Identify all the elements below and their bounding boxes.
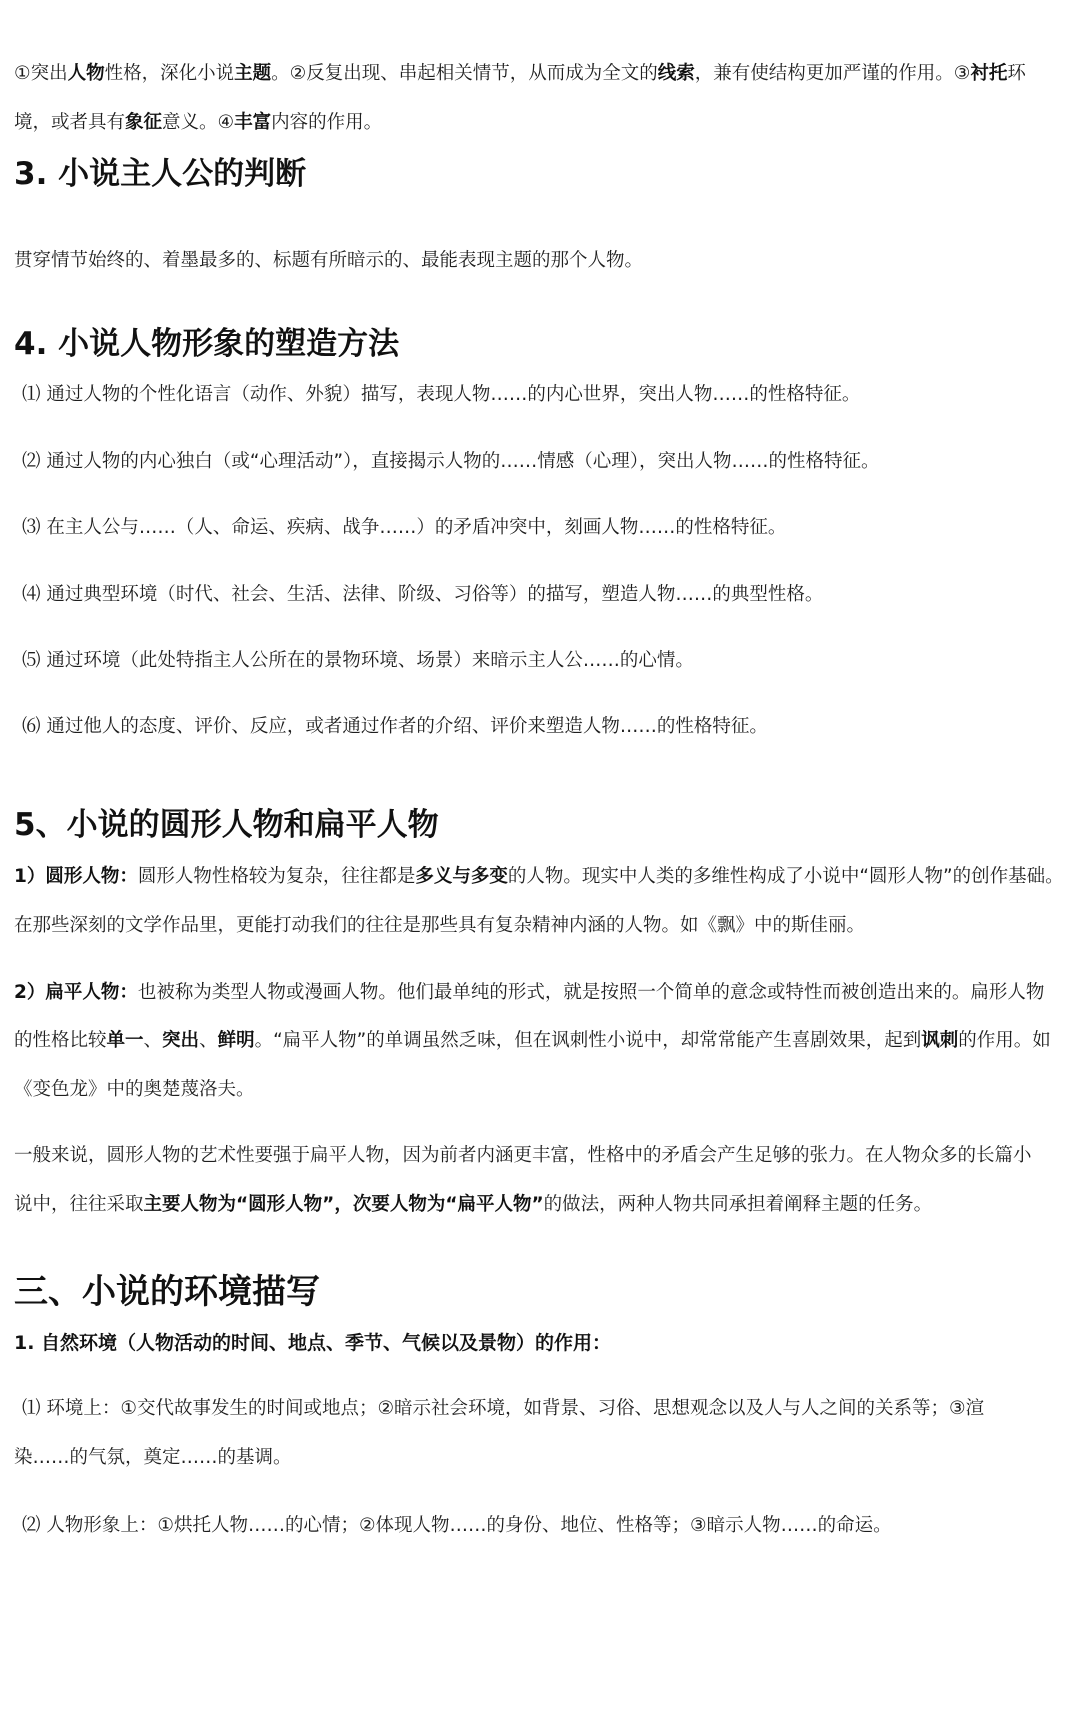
text-segment: 内容的作用。 (271, 112, 383, 133)
text-segment: 的人物。现实中人类的多维性构成了小说中“圆形人物”的创作基础。 (507, 866, 1064, 887)
text-segment: 。②反复出现、串起相关情节，从而成为全文的 (271, 63, 658, 84)
intro-line-2 (14, 111, 1066, 135)
text-segment: 《变色龙》中的奥楚蔑洛夫。 (14, 1079, 255, 1100)
bold-text-segment: 丰富 (234, 112, 272, 133)
bold-text-segment: 多义与多变 (415, 866, 508, 887)
text-segment: ①突出 (14, 63, 68, 84)
text-segment: 。“扁平人物”的单调虽然乏味，但在讽刺性小说中，却常常能产生喜剧效果，起到 (254, 1030, 922, 1051)
environment-item-1-line-1: ⑴ 环境上：①交代故事发生的时间或地点；②暗示社会环境，如背景、习俗、思想观念以及人与人之间的关系等；③渲 (22, 1398, 985, 1419)
text-segment: 意义。④ (162, 112, 235, 133)
bold-text-segment: 衬托 (970, 63, 1008, 84)
bold-text-segment: 象征 (125, 112, 163, 133)
text-segment: 、 (143, 1030, 163, 1051)
text-segment: 性格，深化小说 (104, 63, 235, 84)
text-segment: 说中，往往采取 (14, 1194, 144, 1215)
bold-text-segment: 主要人物为“圆形人物”，次要人物为“扁平人物” (143, 1194, 544, 1215)
bold-text-segment: 2）扁平人物： (14, 982, 138, 1003)
section-4-item-3: ⑶ 在主人公与……（人、命运、疾病、战争……）的矛盾冲突中，刻画人物……的性格特征。 (22, 517, 787, 538)
bold-text-segment: 主题 (234, 63, 272, 84)
natural-environment-subheading: 1. 自然环境（人物活动的时间、地点、季节、气候以及景物）的作用： (14, 1332, 612, 1354)
text-segment: 境，或者具有 (14, 112, 126, 133)
bold-text-segment: 线索 (657, 63, 695, 84)
environment-item-1-line-2: 染……的气氛，奠定……的基调。 (14, 1447, 292, 1468)
section-4-item-1: ⑴ 通过人物的个性化语言（动作、外貌）描写，表现人物……的内心世界，突出人物……的性格特征。 (22, 384, 861, 405)
text-segment: 环 (1007, 63, 1026, 84)
section-3-body: 贯穿情节始终的、着墨最多的、标题有所暗示的、最能表现主题的那个人物。 (14, 250, 644, 271)
section-4-heading: 4. 小说人物形象的塑造方法 (14, 326, 400, 362)
section-4-item-2: ⑵ 通过人物的内心独白（或“心理活动”），直接揭示人物的……情感（心理），突出人物……的性格特征。 (22, 451, 880, 472)
text-segment: 一般来说，圆形人物的艺术性要强于扁平人物，因为前者内涵更丰富，性格中的矛盾会产生足够的张力。在人物众多的长篇小 (14, 1145, 1032, 1166)
intro-line-1 (14, 62, 1066, 86)
bold-text-segment: 鲜明 (217, 1030, 255, 1051)
bold-text-segment: 突出 (162, 1030, 200, 1051)
section-4-item-4: ⑷ 通过典型环境（时代、社会、生活、法律、阶级、习俗等）的描写，塑造人物……的典型性格。 (22, 584, 824, 605)
text-segment: 的作用。如 (958, 1030, 1051, 1051)
flat-character-line-2 (14, 1029, 1066, 1053)
flat-character-line-1 (14, 981, 1066, 1005)
text-segment: 在那些深刻的文学作品里，更能打动我们的往往是那些具有复杂精神内涵的人物。如《飘》中的斯佳丽。 (14, 915, 866, 936)
bold-text-segment: 人物 (67, 63, 105, 84)
section-4-item-6: ⑹ 通过他人的态度、评价、反应，或者通过作者的介绍、评价来塑造人物……的性格特征。 (22, 716, 768, 737)
text-segment: 圆形人物性格较为复杂，往往都是 (137, 866, 416, 887)
part-three-heading: 三、小说的环境描写 (14, 1272, 320, 1312)
bold-text-segment: 讽刺 (921, 1030, 959, 1051)
flat-character-line-3 (14, 1078, 1066, 1102)
summary-line-2 (14, 1193, 1066, 1217)
section-4-item-5: ⑸ 通过环境（此处特指主人公所在的景物环境、场景）来暗示主人公……的心情。 (22, 650, 694, 671)
round-character-line-2 (14, 914, 1066, 938)
section-3-heading: 3. 小说主人公的判断 (14, 156, 307, 192)
text-segment: 、 (199, 1030, 218, 1051)
round-character-line-1 (14, 865, 1066, 889)
summary-line-1 (14, 1144, 1066, 1168)
bold-text-segment: 1）圆形人物： (14, 866, 138, 887)
text-segment: 的性格比较 (14, 1030, 107, 1051)
text-segment: ，兼有使结构更加严谨的作用。③ (694, 63, 971, 84)
text-segment: 的做法，两种人物共同承担着阐释主题的任务。 (543, 1194, 933, 1215)
environment-item-2: ⑵ 人物形象上：①烘托人物……的心情；②体现人物……的身份、地位、性格等；③暗示人物……的命运。 (22, 1515, 892, 1536)
section-5-heading: 5、小说的圆形人物和扁平人物 (14, 807, 439, 843)
text-segment: 也被称为类型人物或漫画人物。他们最单纯的形式，就是按照一个简单的意念或特性而被创造出来的。扁形人物 (137, 982, 1045, 1003)
bold-text-segment: 单一 (106, 1030, 144, 1051)
